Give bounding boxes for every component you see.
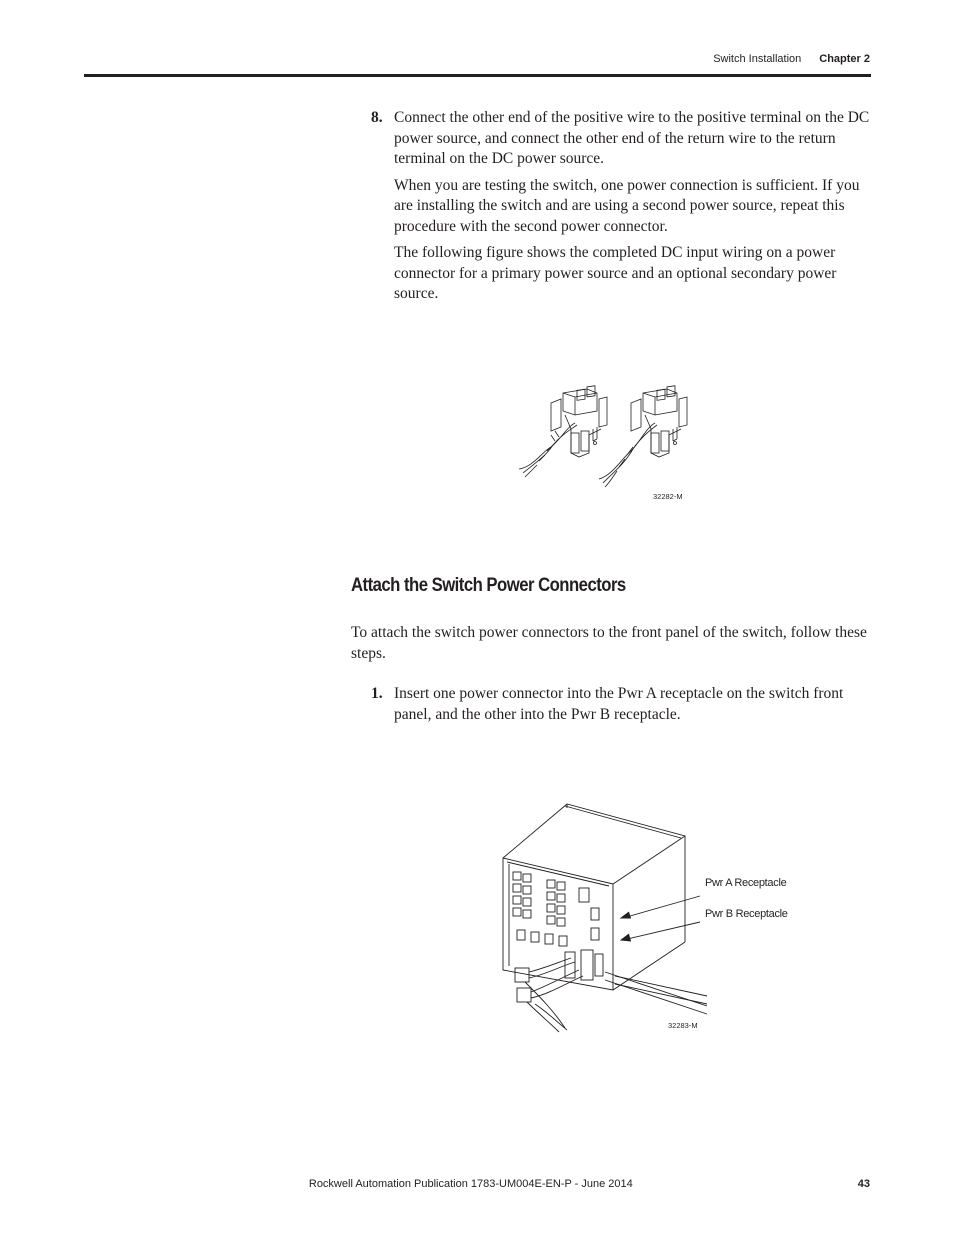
front-panel-ports <box>513 872 603 980</box>
step-paragraph: The following figure shows the completed DC input wiring on a power connector for a primary power source and an optional secondary power source. <box>394 244 837 302</box>
step-text: Connect the other end of the positive wire to the positive terminal on the DC power source, and connect the other end of the return wire to the return terminal on the DC power source. <box>394 109 870 167</box>
header-section: Switch Installation <box>713 53 802 65</box>
power-connector-b <box>517 970 583 1032</box>
power-connectors-illustration <box>515 385 695 490</box>
callout-pwr-b: Pwr B Receptacle <box>705 908 788 920</box>
power-connector-a <box>515 958 575 1028</box>
figure-id: 32283-M <box>668 1021 698 1030</box>
connector-secondary <box>599 386 687 487</box>
callout-arrow-b <box>623 922 700 940</box>
step-8 <box>371 108 871 311</box>
callout-pwr-a: Pwr A Receptacle <box>705 877 787 889</box>
connector-primary <box>519 386 607 477</box>
step-paragraph: When you are testing the switch, one power connection is sufficient. If you are installing the switch and are using a second power source, repeat this procedure with the second power connector. <box>394 176 860 235</box>
publication-info: Rockwell Automation Publication 1783-UM004E-EN-P - June 2014 <box>308 1178 633 1190</box>
header-chapter: Chapter 2 <box>819 53 870 65</box>
section-heading: Attach the Switch Power Connectors <box>351 575 626 596</box>
running-header <box>713 53 870 65</box>
page-number: 43 <box>857 1178 870 1190</box>
page-footer <box>309 1178 870 1190</box>
step-number: 1. <box>371 685 383 702</box>
callout-arrow-a <box>623 896 700 918</box>
section-intro: To attach the switch power connectors to the front panel of the switch, follow these steps. <box>351 624 867 662</box>
header-rule <box>84 74 871 77</box>
step-1 <box>371 684 871 731</box>
step-text: Insert one power connector into the Pwr A receptacle on the switch front panel, and the other into the Pwr B receptacle. <box>394 685 844 723</box>
switch-illustration <box>495 800 715 1035</box>
step-number: 8. <box>371 109 383 126</box>
figure-id: 32282-M <box>653 492 683 501</box>
